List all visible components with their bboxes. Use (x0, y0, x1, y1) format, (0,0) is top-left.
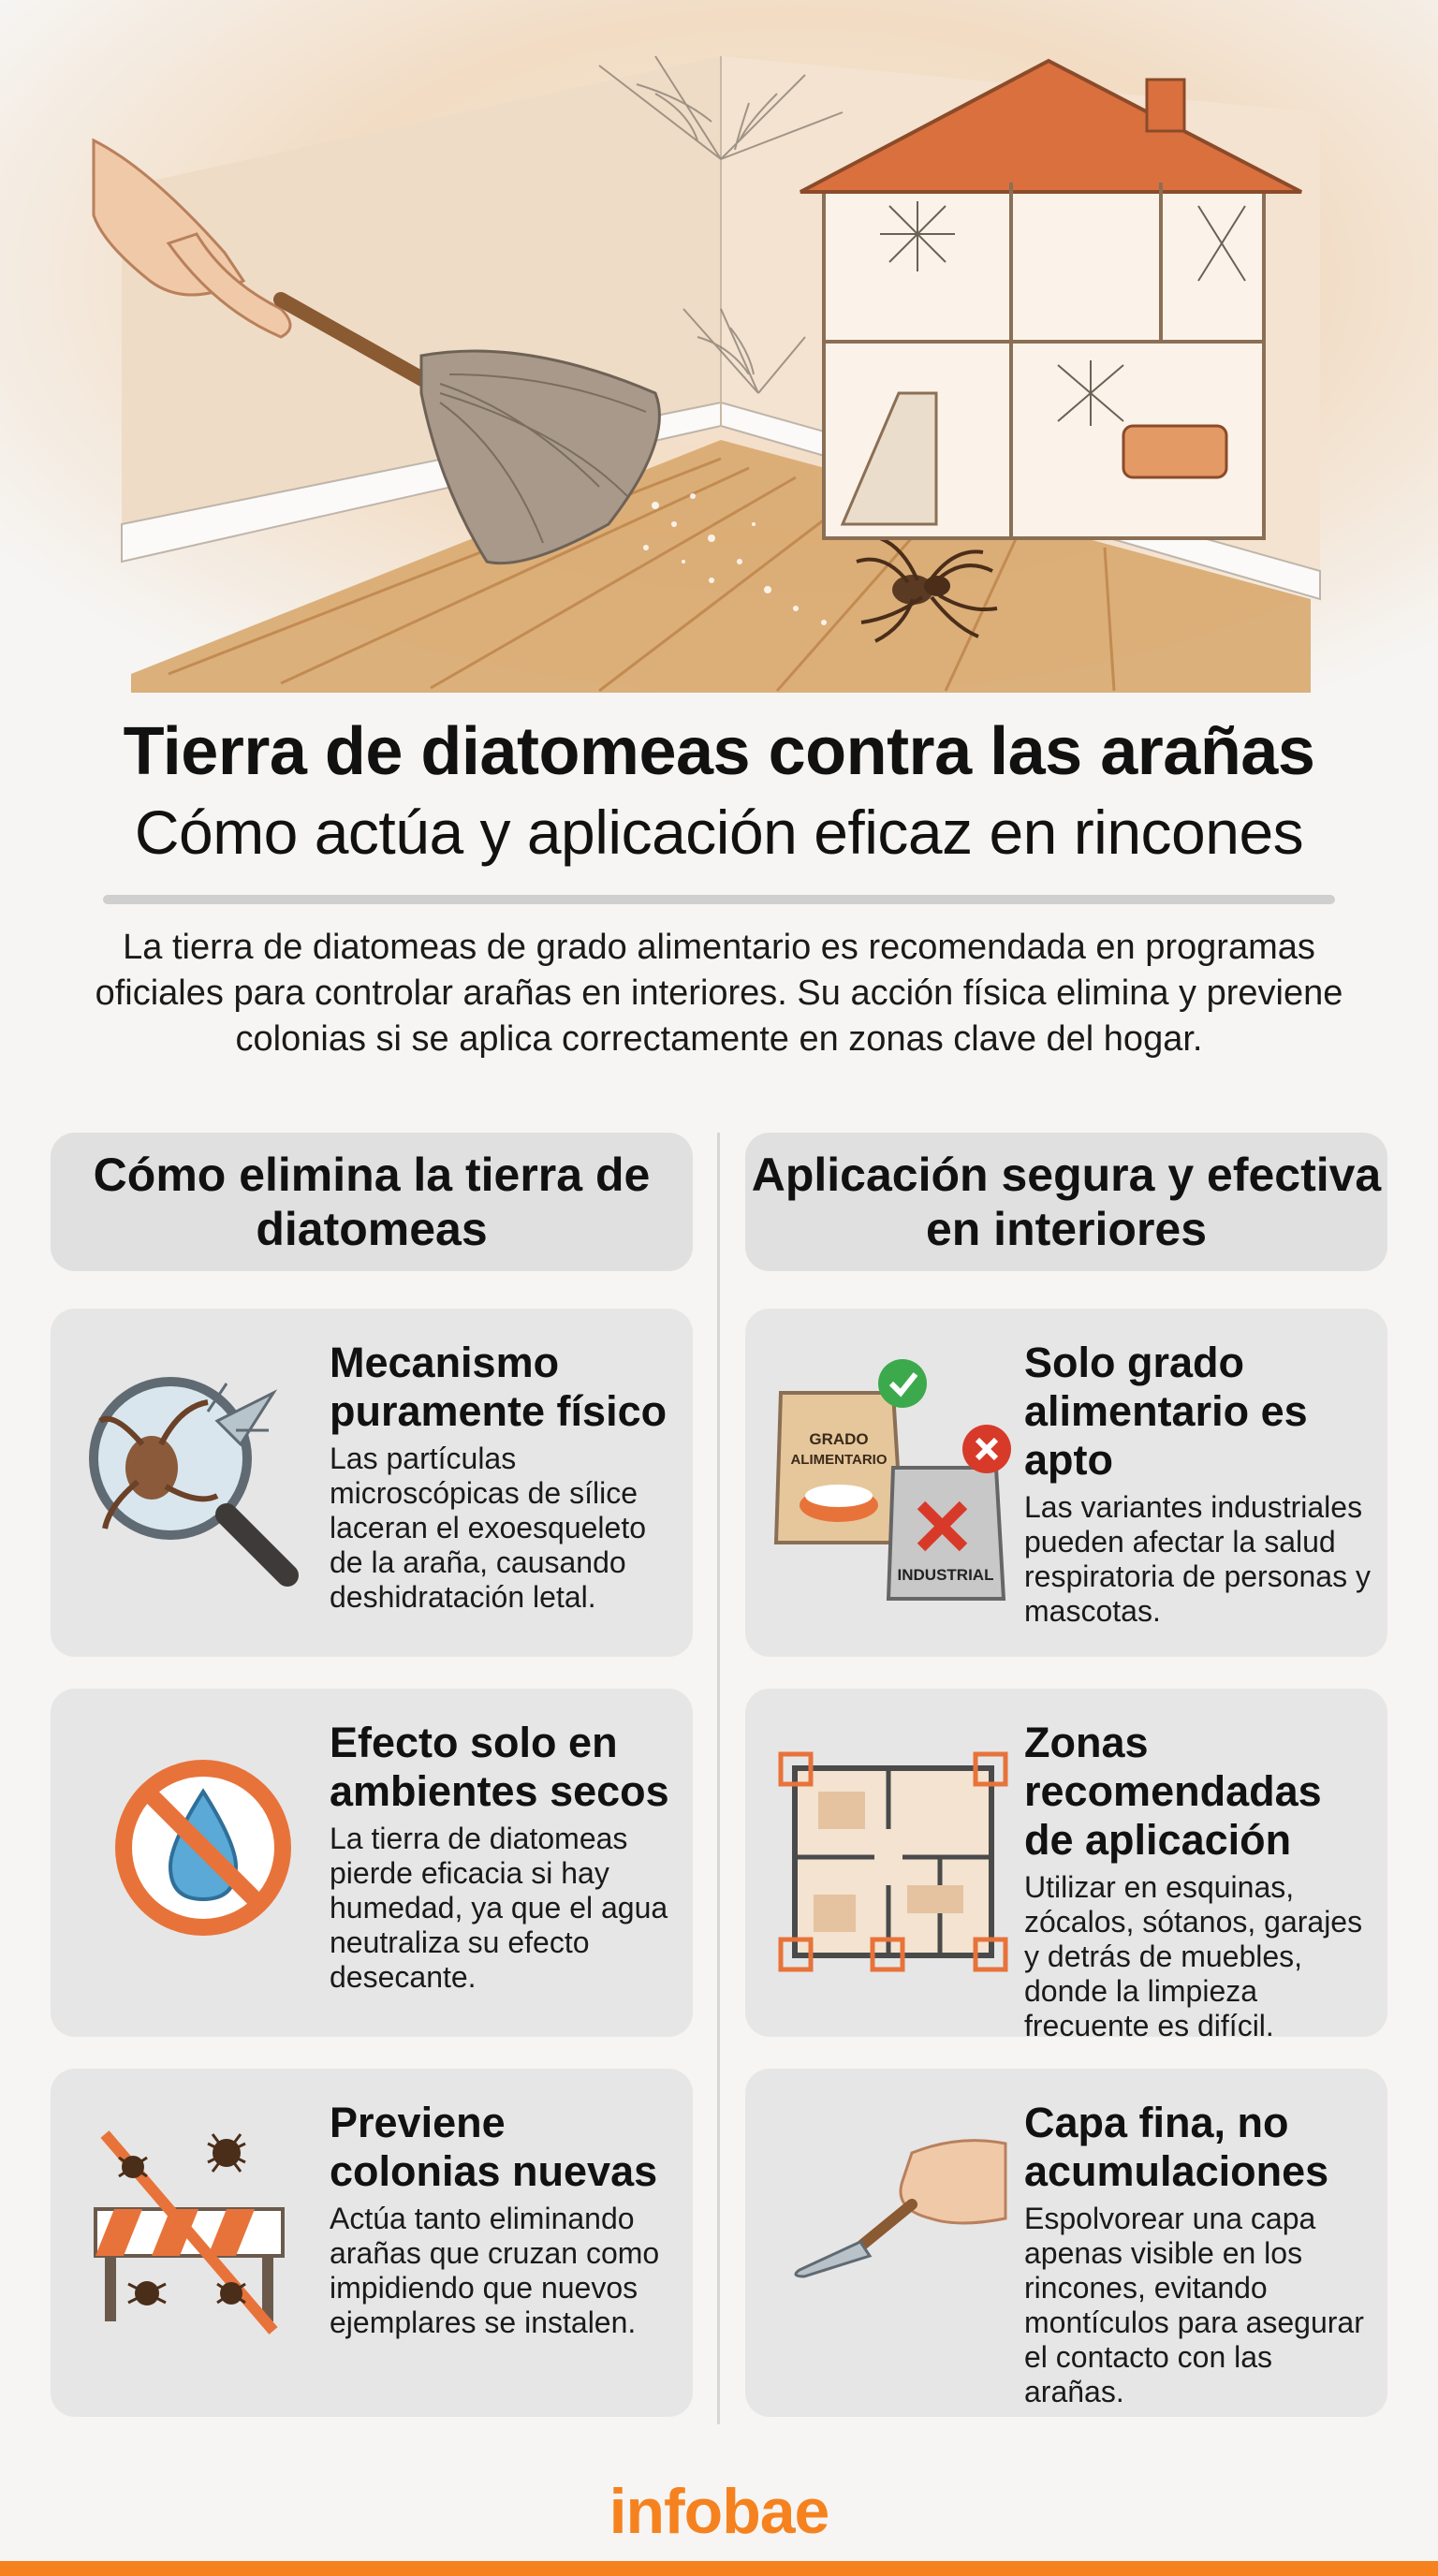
food-grade-bag-icon (771, 1355, 1015, 1608)
no-water-icon (77, 1735, 320, 1988)
card-title: Capa fina, no acumulaciones (1024, 2099, 1329, 2195)
title-divider (103, 895, 1335, 904)
card-title: Previene colonias nuevas (330, 2099, 658, 2195)
card-text: La tierra de diatomeas pierde eficacia si hay humedad, ya que el agua neutraliza su efecto desecante. (330, 1822, 668, 1994)
page-subtitle: Cómo actúa y aplicación eficaz en rincones (134, 798, 1304, 867)
bag-label-alimentario: ALIMENTARIO (790, 1452, 888, 1468)
card-previene-colonias (51, 2069, 693, 2417)
column-divider (717, 1133, 720, 2424)
card-text: Espolvorear una capa apenas visible en los rincones, evitando montículos para asegurar el contacto con las arañas. (1024, 2202, 1364, 2408)
hand-spatula-icon (771, 2115, 1015, 2368)
card-title: Mecanismo puramente físico (330, 1339, 668, 1435)
bottom-accent-bar (0, 2561, 1438, 2576)
card-title: Solo grado alimentario es apto (1024, 1339, 1308, 1484)
floor-plan-icon (771, 1735, 1015, 1988)
card-grado-alimentario (745, 1309, 1387, 1657)
right-column-heading: Aplicación segura y efectiva en interiores (745, 1133, 1387, 1271)
card-text: Las variantes industriales pueden afectar la salud respiratoria de personas y mascotas. (1024, 1490, 1371, 1628)
card-text: Las partículas microscópicas de sílice laceran el exoesqueleto de la araña, causando deshidratación letal. (330, 1442, 647, 1614)
bag-label-grado: GRADO (809, 1430, 869, 1448)
card-text: Utilizar en esquinas, zócalos, sótanos, garajes y detrás de muebles, donde la limpieza frecuente es difícil. (1024, 1870, 1363, 2042)
title-block (0, 711, 1438, 871)
card-mecanismo-fisico (51, 1309, 693, 1657)
bag-label-industrial: INDUSTRIAL (897, 1566, 994, 1584)
hero-scene (0, 0, 1438, 693)
infobae-logo: infobae (609, 2476, 829, 2547)
card-ambientes-secos (51, 1689, 693, 2037)
card-title: Zonas recomendadas de aplicación (1024, 1719, 1322, 1864)
left-column-heading: Cómo elimina la tierra de diatomeas (51, 1133, 693, 1271)
card-text: Actúa tanto eliminando arañas que cruzan como impidiendo que nuevos ejemplares se instalen. (330, 2202, 660, 2339)
page-title: Tierra de diatomeas contra las arañas (123, 714, 1315, 789)
barrier-spiders-icon (77, 2115, 320, 2368)
card-title: Efecto solo en ambientes secos (330, 1719, 669, 1815)
magnifier-spider-icon (77, 1355, 320, 1608)
card-capa-fina (745, 2069, 1387, 2417)
intro-paragraph: La tierra de diatomeas de grado alimentario es recomendada en programas oficiales para controlar arañas en interiores. Su acción física elimina y previene colonias si se aplica correctamente en zonas clave del hogar. (95, 928, 1343, 1059)
card-zonas-recomendadas (745, 1689, 1387, 2042)
hero-illustration (0, 0, 1438, 693)
